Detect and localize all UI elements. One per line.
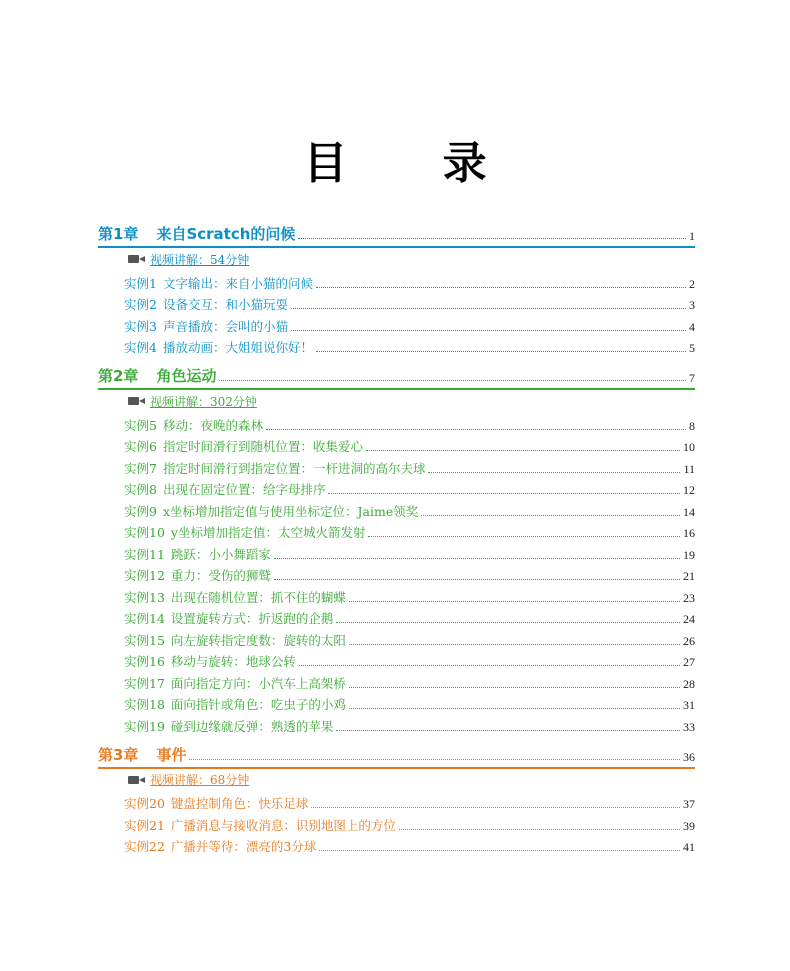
example-number: 实例1 [124,275,157,291]
example-number: 实例22 [124,839,165,854]
example-title: 面向指定方向：小汽车上高架桥 [170,675,346,691]
dot-leader [299,665,680,666]
chapter-number: 第3章 [98,745,139,764]
dot-leader [274,558,680,559]
dot-leader [366,450,680,451]
dot-leader [274,579,680,580]
example-number: 实例8 [124,482,157,497]
video-camera-icon [128,774,146,786]
example-title: 移动：夜晚的森林 [162,417,263,433]
example-number: 实例4 [124,340,157,355]
video-lecture-row[interactable] [98,769,695,791]
toc-entry[interactable] [98,606,695,628]
chapter-heading[interactable] [98,739,695,765]
example-number: 实例16 [124,654,165,669]
example-title: 出现在固定位置：给字母排序 [162,482,326,497]
example-number: 实例6 [124,439,157,454]
chapter-number: 第1章 [98,225,139,243]
entry-page-number: 14 [683,504,695,519]
example-title: 移动与旋转：地球公转 [170,654,296,669]
example-number: 实例2 [124,297,157,312]
dot-leader [319,850,680,851]
entry-page-number: 37 [683,797,695,811]
example-number: 实例13 [124,589,165,605]
entry-page-number: 39 [683,818,695,833]
dot-leader [291,308,686,309]
toc-entry[interactable] [98,541,695,563]
toc-entry[interactable] [98,335,695,357]
toc-entry[interactable] [98,434,695,456]
dot-leader [399,829,680,830]
dot-leader [349,708,680,709]
entry-page-number: 24 [683,612,695,626]
example-title: 广播并等待：漂亮的3分球 [170,839,317,854]
video-camera-icon [128,253,146,265]
example-title: 面向指针或角色：吃虫子的小鸡 [170,697,346,712]
entry-page-number: 3 [689,298,695,312]
toc-entry[interactable] [98,412,695,434]
example-number: 实例5 [124,417,157,433]
entry-page-number: 41 [683,840,695,854]
example-title: 指定时间滑行到随机位置：收集爱心 [162,439,363,454]
example-title: 指定时间滑行到指定位置：一杆进洞的高尔夫球 [162,460,426,476]
example-title: x坐标增加指定值与使用坐标定位：Jaime领奖 [162,503,419,519]
example-number: 实例9 [124,503,157,519]
entry-page-number: 21 [683,569,695,583]
entry-page-number: 12 [683,483,695,497]
toc-entry[interactable] [98,627,695,649]
entry-page-number: 28 [683,676,695,691]
dot-leader [349,644,680,645]
toc-entry[interactable] [98,498,695,520]
example-number: 实例15 [124,632,165,648]
dot-leader [311,807,680,808]
entry-page-number: 5 [689,341,695,355]
toc-entry[interactable] [98,649,695,671]
dot-leader [428,472,680,473]
example-title: y坐标增加指定值：太空城火箭发射 [170,525,366,540]
example-title: 出现在随机位置：抓不住的蝴蝶 [170,589,346,605]
example-title: 设备交互：和小猫玩耍 [162,297,288,312]
dot-leader [189,759,680,760]
dot-leader [266,429,686,430]
chapter-page-number: 36 [683,749,695,764]
example-number: 实例3 [124,318,157,334]
toc-entry[interactable] [98,477,695,499]
entry-page-number: 19 [683,547,695,562]
dot-leader [291,330,686,331]
chapter-page-number: 7 [689,371,695,385]
table-of-contents [98,218,695,855]
chapter-title: 来自Scratch的问候 [156,225,296,243]
toc-entry[interactable] [98,584,695,606]
toc-entry[interactable] [98,292,695,314]
chapter-title: 事件 [156,745,187,764]
video-lecture-row[interactable] [98,390,695,412]
chapter-page-number: 1 [689,229,695,243]
dot-leader [328,493,680,494]
dot-leader [336,622,680,623]
chapter-section [98,218,695,356]
example-number: 实例19 [124,718,165,734]
example-title: 跳跃：小小舞蹈家 [170,546,271,562]
toc-entry[interactable] [98,791,695,813]
example-number: 实例17 [124,675,165,691]
example-number: 实例18 [124,697,165,712]
video-lecture-label: 视频讲解：302分钟 [150,394,257,409]
chapter-number: 第2章 [98,367,139,385]
dot-leader [421,515,680,516]
example-title: 文字输出：来自小猫的问候 [162,275,313,291]
dot-leader [349,687,680,688]
video-lecture-label: 视频讲解：54分钟 [150,252,250,267]
example-title: 碰到边缘就反弹：熟透的苹果 [170,718,334,734]
dot-leader [368,536,680,537]
example-title: 广播消息与接收消息：识别地图上的方位 [170,817,396,833]
dot-leader [219,380,686,381]
example-number: 实例11 [124,546,165,562]
dot-leader [336,730,680,731]
example-number: 实例10 [124,525,165,540]
entry-page-number: 26 [683,633,695,648]
toc-entry[interactable] [98,455,695,477]
entry-page-number: 11 [683,461,695,476]
video-camera-icon [128,395,146,407]
example-title: 键盘控制角色：快乐足球 [170,796,309,811]
example-number: 实例21 [124,817,165,833]
toc-entry[interactable] [98,520,695,542]
entry-page-number: 10 [683,440,695,454]
example-title: 播放动画：大姐姐说你好！ [162,340,313,355]
toc-entry[interactable] [98,812,695,834]
page-title: 目 录 [303,138,527,189]
entry-page-number: 27 [683,655,695,669]
toc-entry[interactable] [98,563,695,585]
example-number: 实例20 [124,796,165,811]
example-title: 声音播放：会叫的小猫 [162,318,288,334]
dot-leader [316,287,686,288]
chapter-heading[interactable] [98,218,695,244]
chapter-section [98,360,695,735]
example-number: 实例12 [124,568,165,583]
entry-page-number: 23 [683,590,695,605]
example-title: 重力：受伤的狮鹫 [170,568,271,583]
toc-entry[interactable] [98,713,695,735]
example-title: 向左旋转指定度数：旋转的太阳 [170,632,346,648]
entry-page-number: 31 [683,698,695,712]
entry-page-number: 8 [689,418,695,433]
toc-entry[interactable] [98,670,695,692]
example-number: 实例7 [124,460,157,476]
chapter-section [98,739,695,856]
chapter-title: 角色运动 [156,367,217,385]
toc-entry[interactable] [98,270,695,292]
toc-entry[interactable] [98,834,695,856]
toc-entry[interactable] [98,692,695,714]
video-lecture-row[interactable] [98,248,695,270]
dot-leader [298,238,686,239]
example-number: 实例14 [124,611,165,626]
entry-page-number: 16 [683,526,695,540]
dot-leader [316,351,686,352]
chapter-heading[interactable] [98,360,695,386]
entry-page-number: 33 [683,719,695,734]
video-lecture-label: 视频讲解：68分钟 [150,773,250,787]
entry-page-number: 4 [689,319,695,334]
toc-entry[interactable] [98,313,695,335]
example-title: 设置旋转方式：折返跑的企鹅 [170,611,334,626]
entry-page-number: 2 [689,276,695,291]
dot-leader [349,601,680,602]
